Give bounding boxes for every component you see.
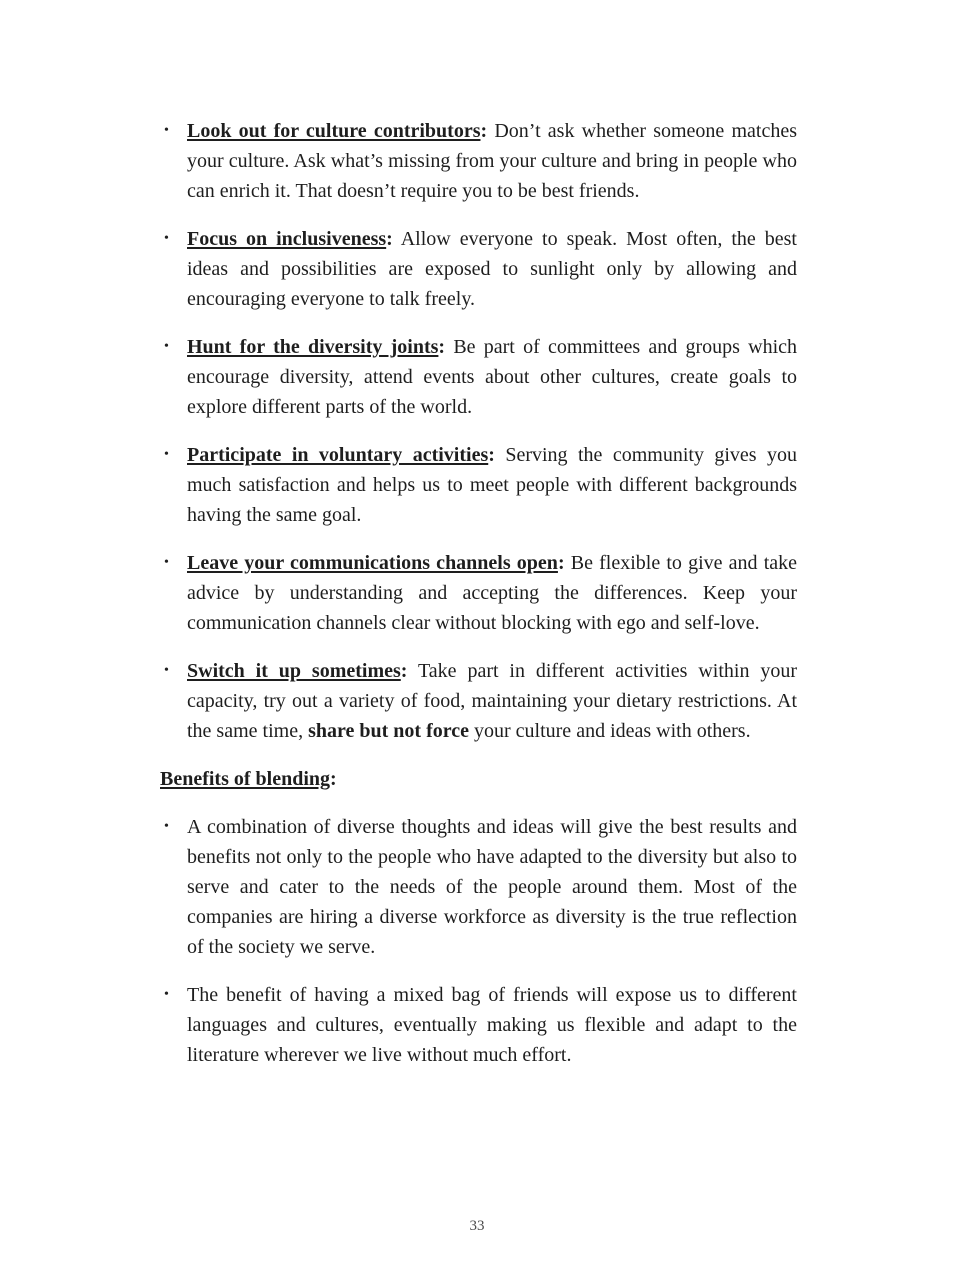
bullet-title: Leave your communications channels open xyxy=(187,552,558,574)
bullet-title-colon: : xyxy=(488,444,495,466)
bullet-title: Hunt for the diversity joints xyxy=(187,336,439,358)
bullet-text: Be part of committees and groups which encourage diversity, attend events about other cultures, create goals to explore different parts of the world. xyxy=(187,336,798,418)
bullet-icon: • xyxy=(164,447,169,462)
benefits-list xyxy=(160,812,797,1070)
bullet-item xyxy=(160,980,797,1070)
bullet-item xyxy=(160,440,797,530)
bullet-item xyxy=(160,116,797,206)
bullet-text: Be flexible to give and take advice by understanding and accepting the differences. Keep your communication channels clear without blocking with ego and self-love. xyxy=(187,552,798,634)
bold-phrase: share but not force xyxy=(308,720,469,742)
bullet-text: your culture and ideas with others. xyxy=(474,720,751,742)
bullet-title: Participate in voluntary activities xyxy=(187,444,489,466)
bullet-item xyxy=(160,332,797,422)
bullet-text: Allow everyone to speak. Most often, the best ideas and possibilities are exposed to sunlight only by allowing and encouraging everyone to talk freely. xyxy=(187,228,797,310)
bullet-title-colon: : xyxy=(438,336,446,358)
section-heading-title: Benefits of blending xyxy=(160,768,331,790)
bullet-icon: • xyxy=(164,663,169,678)
bullet-title-colon: : xyxy=(386,228,393,250)
bullet-title-colon: : xyxy=(480,120,488,142)
bullet-icon: • xyxy=(164,231,169,246)
bullet-icon: • xyxy=(164,339,169,354)
bullet-text: A combination of diverse thoughts and ideas will give the best results and benefits not only to the people who have adapted to the diversity but also to serve and cater to the needs of the people around them. Most of the companies are hiring a diverse workforce as diversity is the true reflection of the society we serve. xyxy=(187,816,797,958)
bullet-icon: • xyxy=(164,819,169,834)
bullet-title: Focus on inclusiveness xyxy=(187,228,387,250)
page-content xyxy=(160,116,797,1070)
bullet-icon: • xyxy=(164,987,169,1002)
bullet-icon: • xyxy=(164,123,169,138)
section-heading xyxy=(160,764,797,794)
bullet-title: Look out for culture contributors xyxy=(187,120,481,142)
bullet-text: Serving the community gives you much satisfaction and helps us to meet people with different backgrounds having the same goal. xyxy=(187,444,798,526)
bullet-title-colon: : xyxy=(557,552,565,574)
bullet-text: Take part in different activities within your capacity, try out a variety of food, maintaining your dietary restrictions. At the same time, xyxy=(187,660,798,742)
section-heading-colon: : xyxy=(330,768,337,790)
bullet-title-colon: : xyxy=(400,660,408,682)
bullet-icon: • xyxy=(164,555,169,570)
bullet-item xyxy=(160,224,797,314)
bullet-title: Switch it up sometimes xyxy=(187,660,401,682)
page-number: 33 xyxy=(469,1218,485,1234)
bullet-text: Don’t ask whether someone matches your culture. Ask what’s missing from your culture and bring in people who can enrich it. That doesn’t require you to be best friends. xyxy=(187,120,797,202)
culture-tips-list xyxy=(160,116,797,746)
bullet-text: The benefit of having a mixed bag of friends will expose us to different languages and cultures, eventually making us flexible and adapt to the literature wherever we live without much effort. xyxy=(187,984,797,1066)
bullet-item xyxy=(160,812,797,962)
bullet-item xyxy=(160,656,797,746)
bullet-item xyxy=(160,548,797,638)
